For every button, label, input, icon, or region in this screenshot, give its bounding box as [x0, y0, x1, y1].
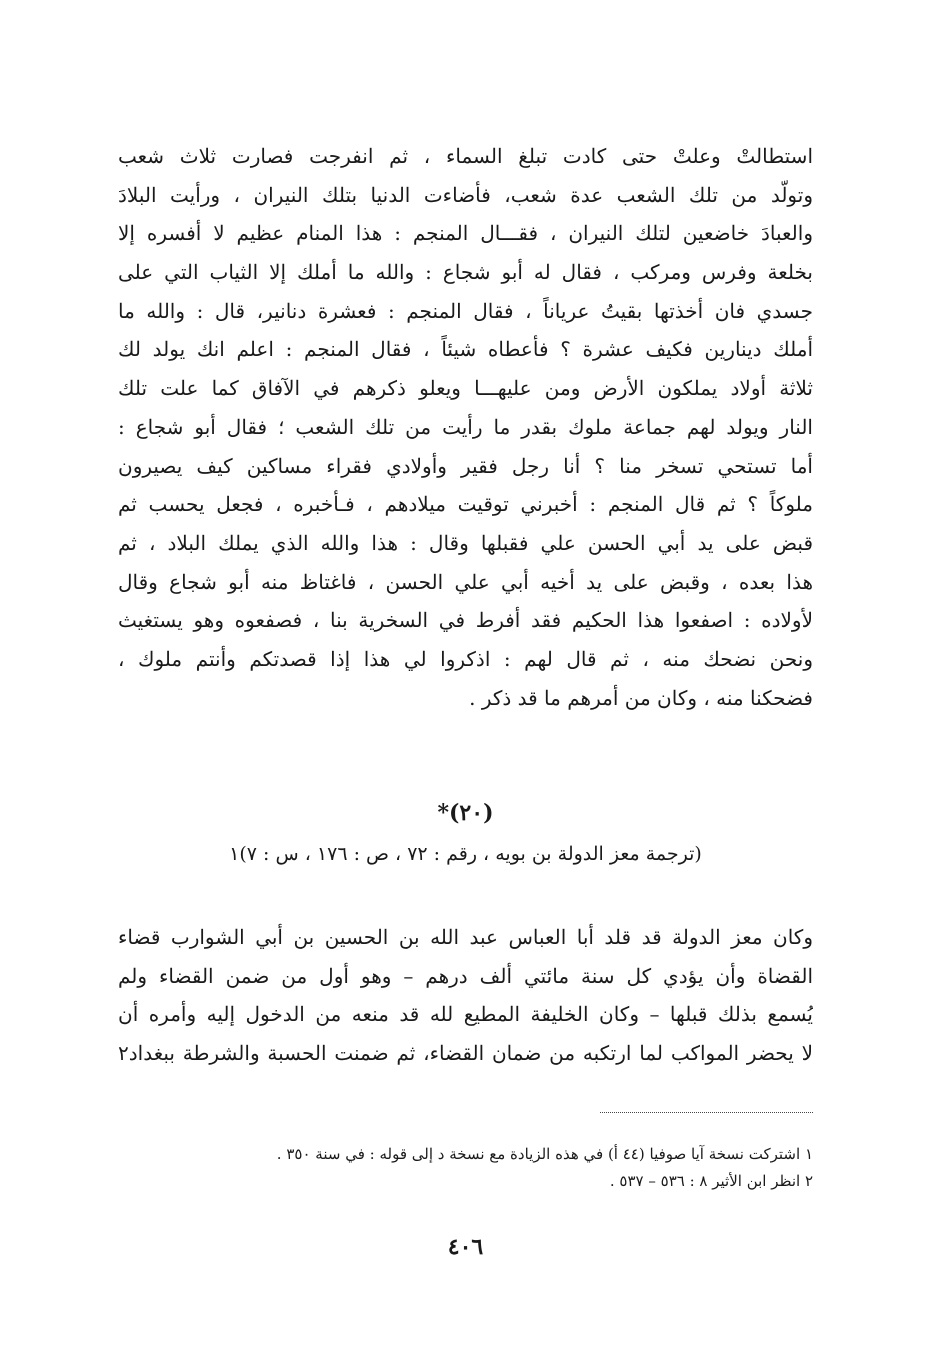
text-line: النار ويولد لهم جماعة ملوك بقدر ما رأيت من تلك الشعب ؛ فقال أبو شجاع : — [118, 414, 813, 439]
text-line: ثلاثة أولاد يملكون الأرض ومن عليهـــا ويعلو ذكرهم في الآفاق كما علت تلك — [118, 376, 813, 401]
footnotes — [118, 1141, 813, 1195]
text-line: يُسمع بذلك قبلها – وكان الخليفة المطيع لله قد منعه من الدخول إليه وأمره أن — [118, 1002, 813, 1026]
text-line: ونحن نضحك منه ، ثم قال لهم : اذكروا لي هذا إذا قصدتكم وأنتم ملوك ، — [118, 646, 813, 671]
text-line: ملوكاً ؟ ثم قال المنجم : أخبرني توقيت ميلادهم ، فـأخبره ، فجعل يحسب ثم — [118, 492, 813, 517]
text-line: فضحكنا منه ، وكان من أمرهم ما قد ذكر . — [469, 685, 813, 710]
text-line: استطالتْ وعلتْ حتى كادت تبلغ السماء ، ثم انفرجت فصارت ثلاث شعب — [118, 144, 813, 168]
footnote-2: ٢ انظر ابن الأثير ٨ : ٥٣٦ – ٥٣٧ . — [609, 1172, 813, 1190]
text-line: جسدي فان أخذتها بقيتُ عرياناً ، فقال المنجم : فعشرة دنانير، قال : والله ما — [118, 298, 813, 323]
text-line: لا يحضر المواكب لما ارتكبه من ضمان القضاء، ثم ضمنت الحسبة والشرطة ببغداد٢ — [118, 1040, 813, 1065]
text-line: هذا بعده ، وقبض على يد أخيه أبي علي الحسن ، فاغتاظ منه أبو شجاع وقال — [118, 569, 813, 594]
text-line: أما تستحي تسخر منا ؟ أنا رجل فقير وأولادي فقراء مساكين كيف يصيرون — [118, 453, 813, 478]
text-line: وتولّد من تلك الشعب عدة شعب، فأضاءت الدنيا بتلك النيران ، ورأيت البلادَ — [118, 182, 813, 207]
section-paragraph — [118, 918, 813, 1072]
text-line: قبض على يد أبي الحسن علي فقبلها وقال : هذا والله الذي يملك البلاد ، ثم — [118, 530, 813, 555]
section-number: (٢٠)* — [437, 800, 494, 826]
text-line: وكان معز الدولة قد قلد أبا العباس عبد الله بن الحسين بن أبي الشوارب قضاء — [118, 925, 813, 949]
text-line: بخلعة وفرس ومركب ، فقال له أبو شجاع : والله ما أملك إلا الثياب التي على — [118, 260, 813, 285]
continued-paragraph — [118, 137, 813, 717]
text-line: لأولاده : اصفعوا هذا الحكيم فقد أفرط في السخرية بنا ، فصفعوه وهو يستغيث — [118, 608, 813, 633]
page-number: ٤٠٦ — [447, 1234, 484, 1260]
section-subtitle: (ترجمة معز الدولة بن بويه ، رقم : ٧٢ ، ص : ١٧٦ ، س : ٧)١ — [229, 843, 702, 865]
footnote-1: ١ اشتركت نسخة آيا صوفيا (٤٤ أ) في هذه الزيادة مع نسخة د إلى قوله : في سنة ٣٥٠ . — [276, 1145, 813, 1163]
text-line: القضاة وأن يؤدي كل سنة مائتي ألف درهم – وهو أول من ضمن القضاء ولم — [118, 963, 813, 988]
footnote-divider — [600, 1112, 813, 1113]
text-line: والعبادَ خاضعين لتلك النيران ، فقـــال المنجم : هذا المنام عظيم لا أفسره إلا — [118, 221, 813, 246]
text-line: أملك دينارين فكيف عشرة ؟ فأعطاه شيئاً ، فقال المنجم : اعلم انك يولد لك — [118, 337, 813, 362]
